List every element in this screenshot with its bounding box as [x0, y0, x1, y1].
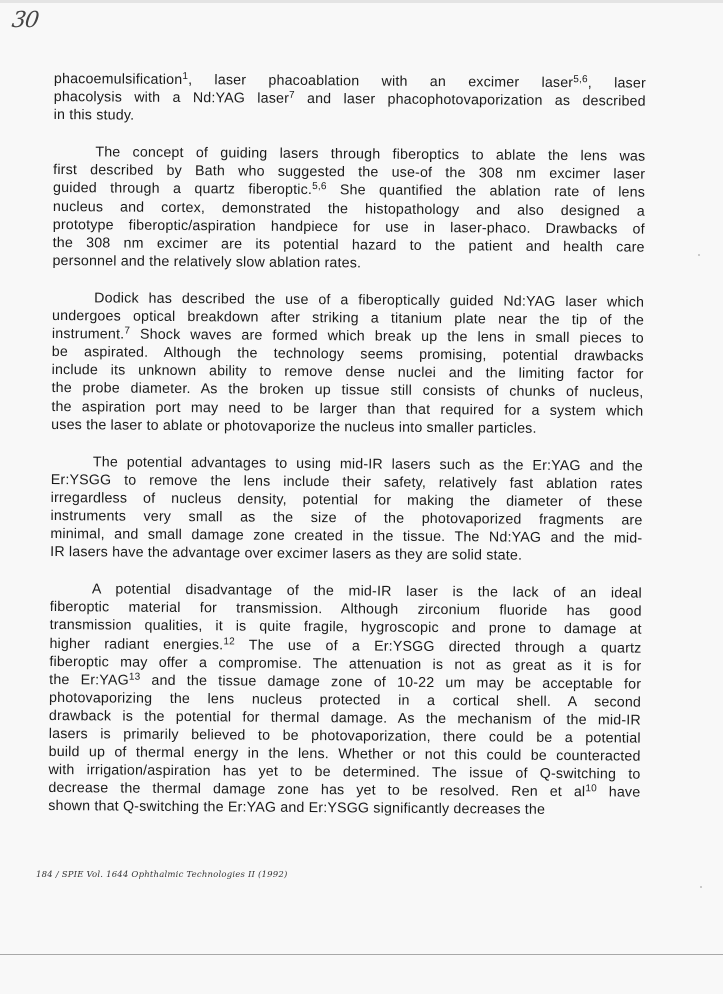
- text-run: guided through a quartz fiberoptic.: [53, 180, 313, 199]
- text-run: the Er:YAG: [49, 671, 129, 689]
- text-run: and laser phacophotovaporization as described: [294, 90, 646, 110]
- text-run: IR lasers have the advantage over excimer lasers as they are solid state.: [50, 544, 523, 564]
- text-run: higher radiant energies.: [49, 635, 224, 653]
- text-run: Er:YSGG to remove the lens include their safety, relatively fast ablation rates: [50, 471, 643, 493]
- scan-top-edge: [0, 0, 723, 3]
- scan-divider-line: [0, 954, 723, 955]
- citation-superscript: 5,6: [573, 74, 588, 86]
- text-run: instrument.: [51, 326, 125, 343]
- body-text: [48, 70, 646, 839]
- text-run: , laser phacoablation with an excimer laser: [188, 72, 574, 92]
- paragraph: [51, 289, 644, 438]
- text-run: She quantified the ablation rate of lens: [326, 182, 646, 202]
- text-run: nucleus and cortex, demonstrated the histopathology and also designed a: [52, 198, 645, 220]
- text-run: , laser: [587, 75, 646, 92]
- text-run: first described by Bath who suggested the use-of the 308 nm excimer laser: [53, 162, 646, 184]
- text-run: with irrigation/aspiration has yet to be determined. The issue of Q-switching to: [48, 762, 641, 783]
- citation-superscript: 5,6: [312, 181, 327, 193]
- text-run: The potential advantages to using mid-IR lasers such as the Er:YAG and the: [92, 454, 643, 475]
- text-run: the aspiration port may need to be larger than that required for a system which: [51, 398, 644, 420]
- citation-superscript: 7: [124, 325, 131, 337]
- text-run: build up of thermal energy in the lens. Whether or not this could be counteracted: [48, 744, 641, 765]
- scan-speck: [698, 254, 700, 256]
- text-run: fiberoptic material for transmission. Although zirconium fluoride has good: [49, 599, 642, 620]
- text-run: the 308 nm excimer are its potential hazard to the patient and health care: [52, 234, 645, 256]
- text-run: and the tissue damage zone of 10-22 um may be acceptable for: [140, 672, 642, 693]
- text-run: The use of a Er:YSGG directed through a quartz: [234, 636, 642, 657]
- text-run: drawback is the potential for thermal damage. As the mechanism of the mid-IR: [48, 707, 641, 729]
- text-run: include its unknown ability to remove dense nuclei and the limiting factor for: [51, 362, 644, 383]
- text-run: photovaporizing the lens nucleus protected in a cortical shell. A second: [49, 689, 642, 711]
- scan-speck: [700, 886, 702, 888]
- text-run: phacolysis with a Nd:YAG laser: [53, 89, 290, 107]
- text-run: transmission qualities, it is quite fragile, hygroscopic and prone to damage at: [49, 617, 642, 639]
- paragraph: [54, 70, 646, 129]
- citation-superscript: 12: [223, 635, 235, 647]
- text-run: lasers is primarily believed to be photovaporization, there could be a potential: [48, 725, 641, 747]
- page-footer: 184 / SPIE Vol. 1644 Ophthalmic Technologies II (1992): [36, 870, 288, 880]
- text-run: Shock waves are formed which break up the lens in small pieces to: [130, 326, 644, 347]
- text-run: undergoes optical breakdown after striking a titanium plate near the tip of the: [52, 308, 645, 329]
- text-run: Dodick has described the use of a fiberoptically guided Nd:YAG laser which: [94, 290, 645, 311]
- text-run: A potential disadvantage of the mid-IR laser is the lack of an ideal: [91, 581, 642, 602]
- text-run: irregardless of nucleus density, potential for making the diameter of these: [50, 489, 643, 511]
- text-run: shown that Q-switching the Er:YAG and Er:YSGG significantly decreases the: [48, 798, 546, 819]
- text-run: uses the laser to ablate or photovaporize the nucleus into smaller particles.: [51, 416, 537, 437]
- text-run: instruments very small as the size of the photovaporized fragments are: [50, 507, 643, 529]
- text-run: fiberoptic may offer a compromise. The attenuation is not as great as it is for: [49, 653, 642, 675]
- text-run: decrease the thermal damage zone has yet to be resolved. Ren et al: [48, 780, 586, 801]
- text-run: minimal, and small damage zone created in the tissue. The Nd:YAG and the mid-: [50, 526, 643, 547]
- citation-superscript: 7: [289, 89, 295, 101]
- text-run: have: [596, 784, 641, 801]
- citation-superscript: 10: [585, 783, 597, 795]
- text-run: personnel and the relatively slow ablation rates.: [52, 252, 362, 272]
- citation-superscript: 13: [128, 671, 141, 683]
- text-run: in this study.: [53, 107, 135, 124]
- text-run: phacoemulsification: [53, 70, 183, 89]
- text-run: be aspirated. Although the technology seems promising, potential drawbacks: [51, 344, 644, 365]
- paragraph: [50, 453, 643, 566]
- paragraph: [52, 143, 645, 274]
- text-run: The concept of guiding lasers through fiberoptics to ablate the lens was: [95, 144, 646, 165]
- paragraph: [48, 580, 642, 820]
- citation-superscript: 1: [182, 71, 189, 83]
- handwritten-page-number: 30: [10, 8, 40, 33]
- text-run: the probe diameter. As the broken up tissue still consists of chunks of nucleus,: [51, 380, 644, 402]
- text-run: prototype fiberoptic/aspiration handpiece for use in laser-phaco. Drawbacks of: [52, 216, 645, 238]
